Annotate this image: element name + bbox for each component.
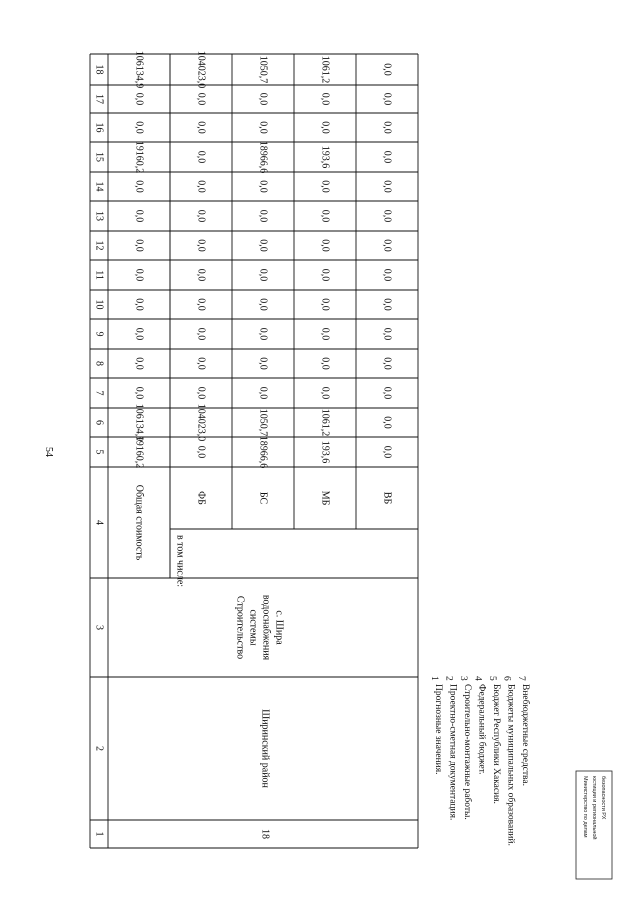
table-cell-value: 104023,0 xyxy=(195,403,207,442)
column-number-18: 18 xyxy=(93,64,105,75)
table-cell-value: 0,0 xyxy=(195,298,207,311)
table-content xyxy=(94,51,393,839)
table-cell-value: 104023,0 xyxy=(195,50,207,89)
table-cell-value: 0,0 xyxy=(257,268,269,282)
funding-source-label: ФБ xyxy=(195,491,207,505)
footnote-text: Прогнозные значения. xyxy=(433,684,443,775)
column-number-15: 15 xyxy=(93,152,105,162)
table-cell-value: 0,0 xyxy=(381,357,393,370)
table-cell-value: 193,6 xyxy=(319,440,331,464)
table-cell-value: 0,0 xyxy=(257,239,269,252)
funding-source-label: МБ xyxy=(319,490,331,506)
footnote-text: Проектно-сметная документация. xyxy=(447,684,458,821)
table-cell-value: 0,0 xyxy=(381,416,393,429)
footnote-text: Строительно-монтажные работы. xyxy=(462,684,472,820)
table-cell-value: 0,0 xyxy=(133,386,145,400)
footnote-marker: 7 xyxy=(516,676,526,681)
table-cell-value: 1061,2 xyxy=(319,408,331,437)
table-cell-value: 0,0 xyxy=(257,180,269,193)
row-number: 18 xyxy=(259,829,271,839)
table-cell-value: 0,0 xyxy=(319,121,331,134)
including-label: в том числе: xyxy=(174,534,186,588)
table-cell-value: 0,0 xyxy=(319,327,331,341)
table-cell-value: 1061,2 xyxy=(319,55,331,84)
object-name-line: водоснабжения xyxy=(260,594,272,661)
table-cell-value: 0,0 xyxy=(257,298,269,311)
table-cell-value: 0,0 xyxy=(381,150,393,164)
column-number-9: 9 xyxy=(93,331,105,337)
table-cell-value: 0,0 xyxy=(195,268,207,282)
table-cell-value: 0,0 xyxy=(319,268,331,282)
table-cell-value: 0,0 xyxy=(257,386,269,400)
table-cell-value: 0,0 xyxy=(195,386,207,400)
table-cell-value: 0,0 xyxy=(257,209,269,223)
footnote-marker: 4 xyxy=(472,676,483,681)
table-cell-value: 0,0 xyxy=(381,63,393,76)
column-number-4: 4 xyxy=(93,520,105,525)
column-number-2: 2 xyxy=(93,746,105,751)
table-cell-value: 0,0 xyxy=(195,239,207,252)
column-number-5: 5 xyxy=(93,449,105,455)
column-number-17: 17 xyxy=(93,94,105,104)
footnote-marker: 6 xyxy=(501,676,512,681)
funding-source-label: БС xyxy=(257,491,269,505)
table-cell-value: 0,0 xyxy=(195,357,207,370)
table-cell-value: 0,0 xyxy=(319,92,331,106)
table-cell-value: 106134,9 xyxy=(133,50,145,89)
table-cell-value: 0,0 xyxy=(319,180,331,193)
table-cell-value: 0,0 xyxy=(381,268,393,282)
table-cell-value: 0,0 xyxy=(133,298,145,311)
total-cost-label: Общая стоимость xyxy=(133,484,145,561)
table-cell-value: 0,0 xyxy=(133,92,145,106)
table-cell-value: 1050,7 xyxy=(257,408,269,437)
table-cell-value: 0,0 xyxy=(257,92,269,106)
table-cell-value: 106134,9 xyxy=(133,403,145,442)
table-cell-value: 0,0 xyxy=(381,327,393,341)
table-cell-value: 1050,7 xyxy=(257,55,269,84)
table-cell-value: 0,0 xyxy=(381,445,393,459)
table-cell-value: 0,0 xyxy=(195,121,207,134)
table-cell-value: 0,0 xyxy=(319,357,331,370)
table-cell-value: 0,0 xyxy=(381,180,393,193)
table-cell-value: 0,0 xyxy=(381,239,393,252)
table-cell-value: 0,0 xyxy=(133,268,145,282)
footnote-marker: 1 xyxy=(429,676,439,681)
table-cell-value: 0,0 xyxy=(381,298,393,311)
table-cell-value: 0,0 xyxy=(195,180,207,193)
column-number-8: 8 xyxy=(93,361,105,366)
column-number-3: 3 xyxy=(93,625,105,630)
table-cell-value: 0,0 xyxy=(381,92,393,106)
table-cell-value: 0,0 xyxy=(381,386,393,400)
footnote-marker: 2 xyxy=(443,676,454,681)
table-cell-value: 0,0 xyxy=(133,180,145,193)
column-number-6: 6 xyxy=(93,420,105,425)
object-name-line: системы xyxy=(247,609,259,646)
column-number-7: 7 xyxy=(93,390,105,396)
table-cell-value: 0,0 xyxy=(257,357,269,370)
table-cell-value: 18966,6 xyxy=(257,140,269,174)
table-cell-value: 0,0 xyxy=(257,327,269,341)
page-number: 54 xyxy=(43,447,54,457)
table-cell-value: 0,0 xyxy=(381,121,393,134)
footnote-text: Бюджеты муниципальных образований. xyxy=(505,684,516,846)
table-cell-value: 0,0 xyxy=(195,150,207,164)
table-cell-value: 0,0 xyxy=(195,92,207,106)
table-cell-value: 0,0 xyxy=(319,298,331,311)
ministry-stamp xyxy=(576,771,612,879)
footnote-marker: 3 xyxy=(458,676,468,681)
object-name-line: Строительство xyxy=(234,595,246,660)
table-cell-value: 0,0 xyxy=(381,209,393,223)
table-cell-value: 0,0 xyxy=(133,209,145,223)
column-number-1: 1 xyxy=(93,831,105,837)
table-cell-value: 0,0 xyxy=(319,239,331,252)
table-cell-value: 0,0 xyxy=(133,121,145,134)
footnote-text: Бюджет Республики Хакасия. xyxy=(491,684,501,804)
column-number-16: 16 xyxy=(93,122,105,133)
stamp-line: безопасности РХ xyxy=(600,776,606,820)
table-cell-value: 0,0 xyxy=(257,121,269,134)
object-name-line: с. Шира xyxy=(273,610,285,645)
table-cell-value: 0,0 xyxy=(133,327,145,341)
column-number-13: 13 xyxy=(93,211,105,221)
district-name: Ширинский район xyxy=(259,709,271,788)
column-number-14: 14 xyxy=(93,181,105,192)
table-cell-value: 0,0 xyxy=(133,239,145,252)
column-number-11: 11 xyxy=(93,270,105,280)
funding-source-label: ВБ xyxy=(381,491,393,505)
footnote-text: Внебюджетные средства. xyxy=(520,684,530,786)
table-cell-value: 0,0 xyxy=(195,209,207,223)
table-cell-value: 0,0 xyxy=(319,209,331,223)
table-cell-value: 0,0 xyxy=(195,445,207,459)
stamp-line: юстиции и региональной xyxy=(591,776,597,840)
column-number-10: 10 xyxy=(93,299,105,310)
table-cell-value: 0,0 xyxy=(319,386,331,400)
table-cell-value: 19160,2 xyxy=(133,140,145,174)
table-cell-value: 193,6 xyxy=(319,145,331,169)
column-number-12: 12 xyxy=(93,240,105,251)
table-cell-value: 0,0 xyxy=(195,327,207,341)
footnote-marker: 5 xyxy=(487,676,497,681)
footnotes xyxy=(429,676,531,846)
table-cell-value: 18966,6 xyxy=(257,435,269,469)
table-cell-value: 0,0 xyxy=(133,357,145,370)
footnote-text: Федеральный бюджет. xyxy=(476,684,487,775)
stamp-line: Министерство по делам xyxy=(582,776,588,838)
table-cell-value: 19160,2 xyxy=(133,435,145,469)
